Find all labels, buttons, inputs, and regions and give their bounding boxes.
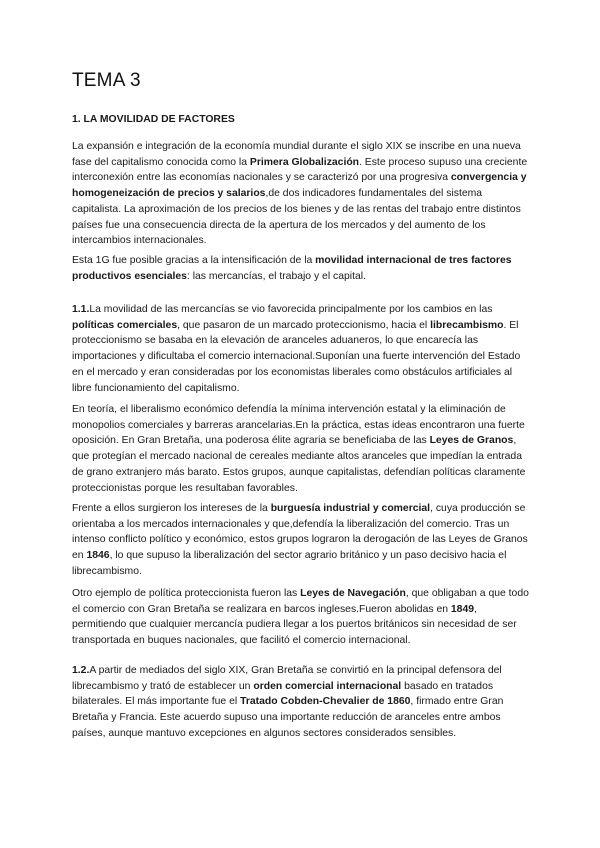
bold-text-segment: librecambismo [430,319,504,331]
bold-text-segment: Leyes de Navegación [300,588,406,599]
section-heading: 1. LA MOVILIDAD DE FACTORES [72,114,235,125]
bold-text-segment: Tratado Cobden-Chevalier de 1860 [240,696,411,708]
bold-text-segment: políticas comerciales [72,319,178,331]
bold-text-segment: movilidad internacional de tres factores productivos esenciales [72,255,512,282]
text-segment: . El proteccionismo se basaba en la elevación de aranceles aduaneros, lo que encarecía las importaciones y dificultaba el comercio internacional.Suponían una fuerte intervención del Estado en el mercado y eran consideradas por los economistas liberales como obstáculos artificiales al libre funcionamiento del capitalismo. [72,319,521,394]
bold-text-segment: Leyes de Granos [429,435,514,447]
paragraph-movilidad-factores [72,253,530,284]
text-segment: , permitiendo que cualquier mercancía pudiera llegar a los puertos británicos sin necesidad de ser transportada en buques nacionales, que facilitó el comercio internacional. [72,603,517,647]
text-segment: , lo que supuso la liberalización del sector agrario británico y un paso decisivo hacia el librecambismo. [72,550,507,577]
bold-text-segment: 1.1. [72,304,90,315]
bold-text-segment: burguesía industrial y comercial [270,503,431,514]
text-segment: La expansión e integración de la economía mundial durante el siglo XIX se inscribe en una nueva fase del capitalismo conocida como la [72,141,521,168]
bold-text-segment: 1846 [86,550,110,562]
paragraph-leyes-de-navegacion [72,586,530,649]
paragraph-politicas-comerciales [72,302,530,396]
bold-text-segment: 1.2. [72,665,90,676]
text-segment: , que pasaron de un marcado proteccionismo, hacia el [177,319,431,331]
paragraph-burguesia-industrial [72,501,530,580]
text-segment: En teoría, el liberalismo económico defendía la mínima intervención estatal y la eliminación de monopolios comerciales y barreras arancelarias.En la práctica, estas ideas encontraron una fuerte oposición. En Gran Bretaña, una poderosa élite agraria se beneficiaba de las [72,404,525,447]
bold-text-segment: 1849 [450,603,475,615]
text-segment: , firmado entre Gran Bretaña y Francia. Este acuerdo supuso una importante reducción de aranceles entre ambos países, aunque mantuvo excepciones en algunos sectores considerados sensibles. [72,696,504,739]
paragraph-primera-globalizacion [72,139,530,249]
text-segment: ,de dos indicadores fundamentales del sistema capitalista. La aproximación de los precios de los bienes y de las rentas del trabajo entre distintos países fue una consecuencia directa de la apertura de los mercados y del aumento de los intercambios internacionales. [72,188,521,247]
page-title: TEMA 3 [72,70,141,91]
text-segment: , cuya producción se orientaba a los mercados internacionales y que,defendía la liberalización del comercio. Tras un intenso conflicto político y económico, estos grupos lograron la derogación de las Leyes de Granos en [72,503,528,562]
bold-text-segment: convergencia y homogeneización de precios y salarios [72,172,527,200]
paragraph-leyes-de-granos [72,402,530,496]
text-segment: A partir de mediados del siglo XIX, Gran Bretaña se convirtió en la principal defensora del librecambismo y trató de establecer un [72,665,502,692]
text-segment: Otro ejemplo de política proteccionista fueron las [72,588,301,599]
text-segment: Esta 1G fue posible gracias a la intensificación de la [72,255,316,266]
text-segment: , que protegían el mercado nacional de cereales mediante altos aranceles que impedían la entrada de grano extranjero más barato. Estos grupos, aunque capitalistas, defendían políticas claramente proteccionistas porque les resultaban favorables. [72,435,526,494]
text-segment: : las mercancías, el trabajo y el capital. [186,270,366,282]
paragraph-orden-comercial [72,663,530,742]
text-segment: basado en tratados bilaterales. El más importante fue el [72,680,494,708]
text-segment: , que obligaban a que todo el comercio con Gran Bretaña se realizara en barcos ingleses.Fueron abolidas en [72,588,529,615]
text-segment: La movilidad de las mercancías se vio favorecida principalmente por los cambios en las [89,304,493,315]
text-segment: . Este proceso supuso una creciente interconexión entre las economías nacionales y se caracterizó por una progresiva [72,156,528,184]
bold-text-segment: orden comercial internacional [253,680,402,692]
text-segment: Frente a ellos surgieron los intereses de la [72,503,271,514]
bold-text-segment: Primera Globalización [249,156,360,168]
